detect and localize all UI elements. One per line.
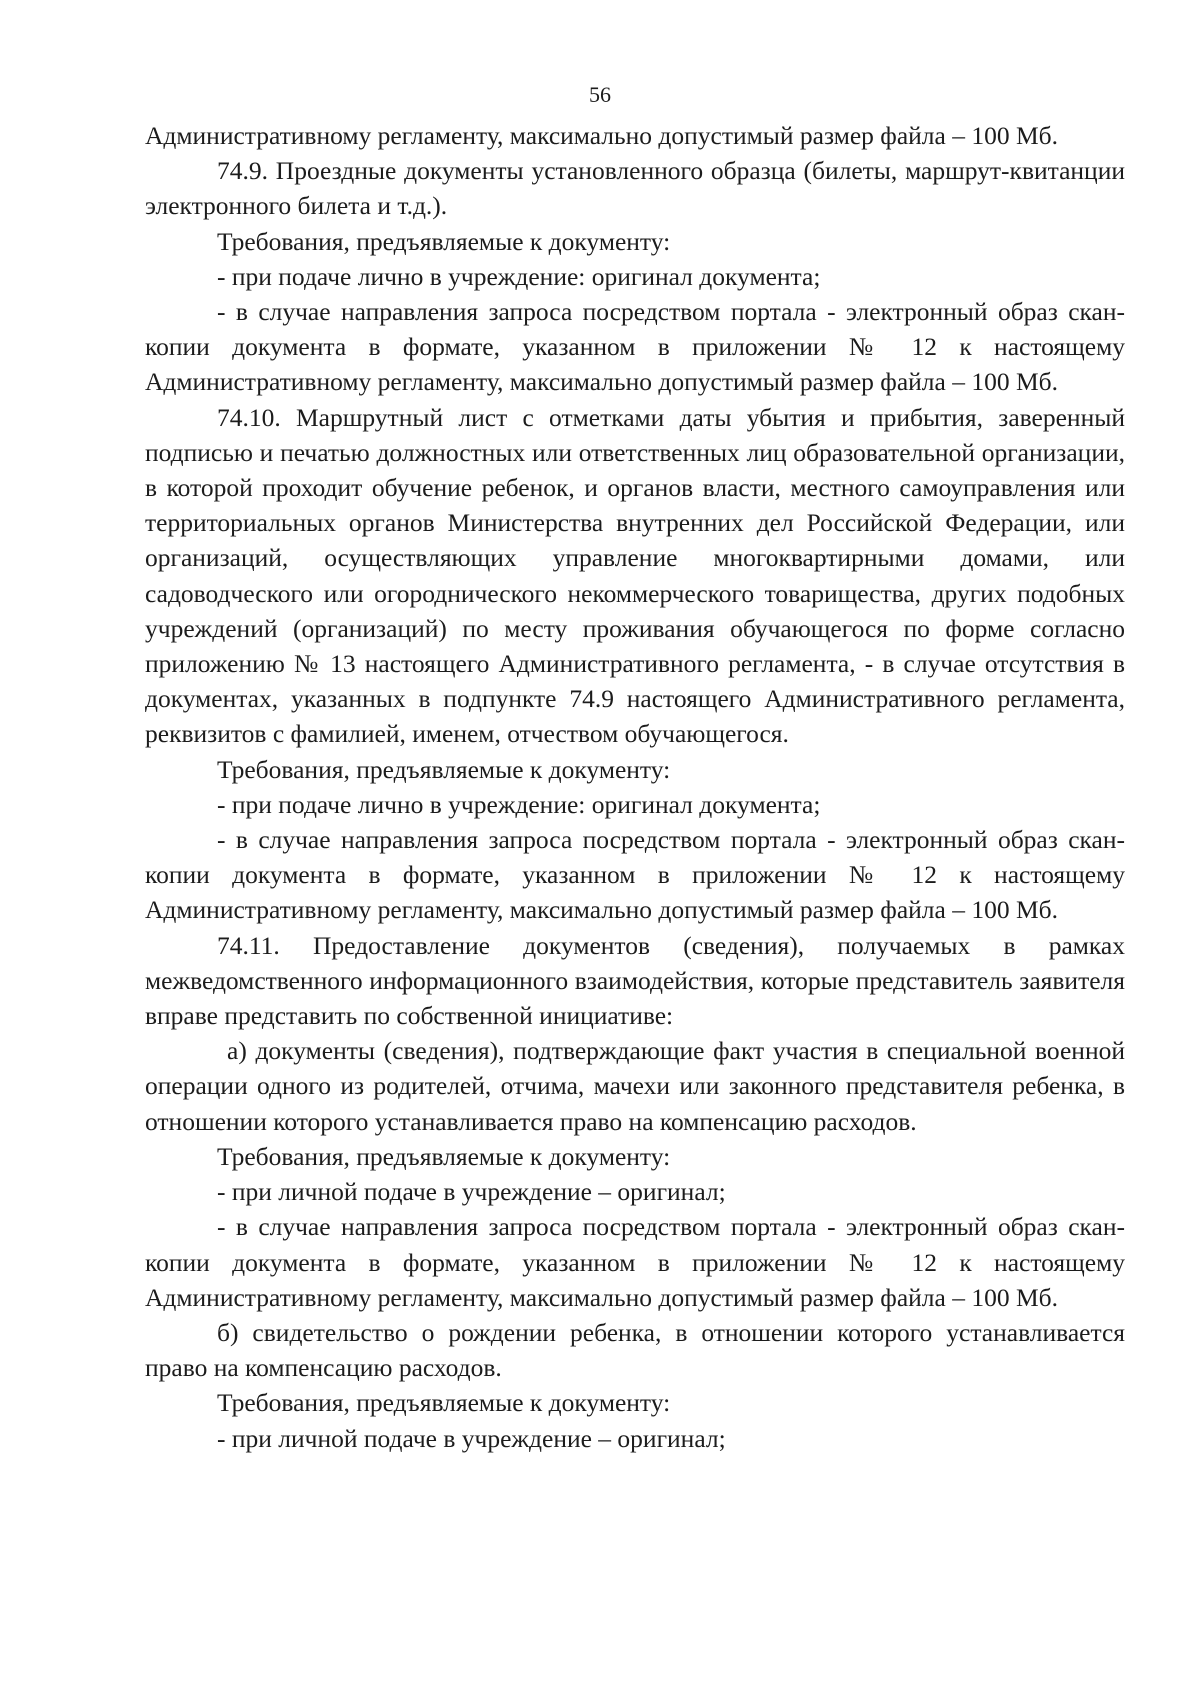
document-body xyxy=(145,118,1125,1456)
paragraph: - при личной подаче в учреждение – оригинал; xyxy=(217,1423,726,1453)
paragraph: 74.9. Проездные документы установленного образца (билеты, маршрут-квитанции электронного билета и т.д.). xyxy=(145,156,1125,221)
paragraph: Административному регламенту, максимально допустимый размер файла – 100 Мб. xyxy=(145,121,1058,150)
paragraph: - при подаче лично в учреждение: оригинал документа; xyxy=(217,789,821,819)
paragraph: - при подаче лично в учреждение: оригинал документа; xyxy=(217,261,821,291)
paragraph: Требования, предъявляемые к документу: xyxy=(217,1141,671,1171)
paragraph: б) свидетельство о рождении ребенка, в отношении которого устанавливается право на компенсацию расходов. xyxy=(145,1317,1125,1383)
paragraph: - в случае направления запроса посредством портала - электронный образ скан-копии документа в формате, указанном в приложении № 12 к настоящему Административному регламенту, максимально допустимый размер файла – 100 Мб. xyxy=(145,297,1125,397)
paragraph: а) документы (сведения), подтверждающие факт участия в специальной военной операции одного из родителей, отчима, мачехи или законного представителя ребенка, в отношении которого устанавливается право на компенсацию расходов. xyxy=(145,1036,1125,1136)
paragraph: - в случае направления запроса посредством портала - электронный образ скан-копии документа в формате, указанном в приложении № 12 к настоящему Административному регламенту, максимально допустимый размер файла – 100 Мб. xyxy=(145,825,1125,925)
paragraph: - при личной подаче в учреждение – оригинал; xyxy=(217,1177,726,1207)
paragraph: 74.11. Предоставление документов (сведения), получаемых в рамках межведомственного информационного взаимодействия, которые представитель заявителя вправе представить по собственной инициативе: xyxy=(145,930,1125,1031)
page-number: 56 xyxy=(589,82,611,107)
paragraph: Требования, предъявляемые к документу: xyxy=(217,754,671,784)
paragraph: - в случае направления запроса посредством портала - электронный образ скан-копии документа в формате, указанном в приложении № 12 к настоящему Административному регламенту, максимально допустимый размер файла – 100 Мб. xyxy=(145,1212,1125,1312)
paragraph: Требования, предъявляемые к документу: xyxy=(217,1388,671,1418)
paragraph: Требования, предъявляемые к документу: xyxy=(217,226,671,256)
paragraph: 74.10. Маршрутный лист с отметками даты убытия и прибытия, заверенный подписью и печатью должностных или ответственных лиц образовательной организации, в которой проходит обучение ребенок, и органов власти, местного самоуправления или территориальных органов Министерства внутренних дел Российской Федерации, или организаций, осуществляющих управление многоквартирными домами, или садоводческого или огороднического некоммерческого товарищества, других подобных учреждений (организаций) по месту проживания обучающегося по форме согласно приложению № 13 настоящего Административного регламента, - в случае отсутствия в документах, указанных в подпункте 74.9 настоящего Административного регламента, реквизитов с фамилией, именем, отчеством обучающегося. xyxy=(145,402,1125,749)
